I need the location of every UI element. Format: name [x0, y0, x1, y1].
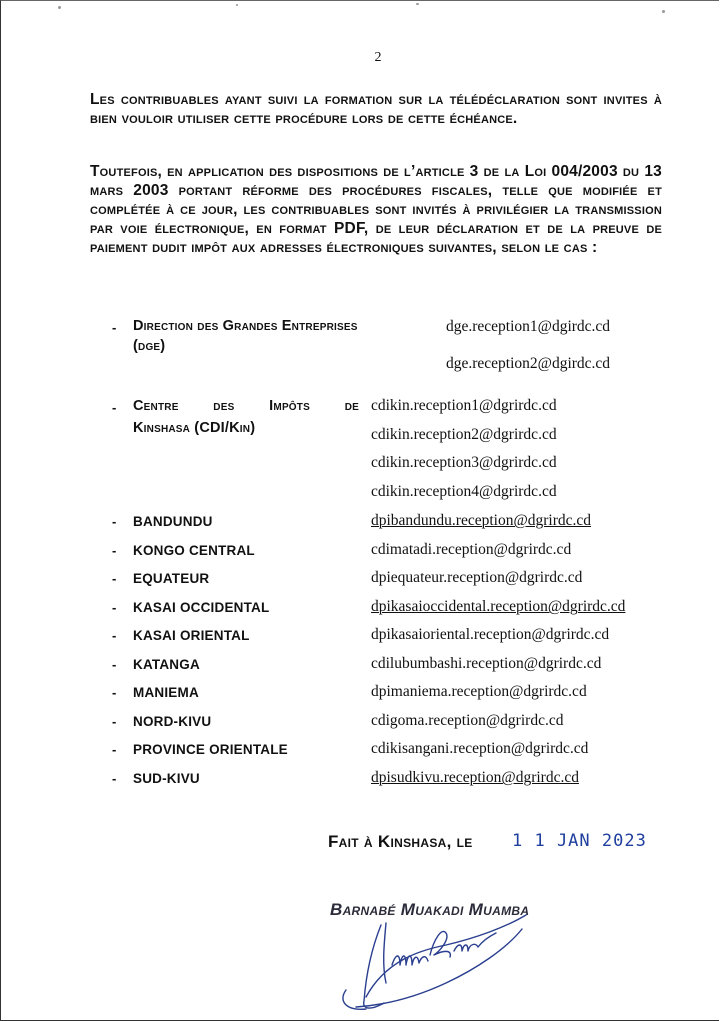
- intro-paragraph: Les contribuables ayant suivi la formation sur la télédéclaration sont invites à bien vouloir utiliser cette procédure lors de cette échéance.: [90, 91, 662, 127]
- signer-name: Barnabé Muakadi Muamba: [330, 900, 530, 919]
- scan-speck: [416, 3, 419, 5]
- bullet: -: [112, 628, 117, 643]
- province-name: NORD-KIVU: [133, 714, 212, 729]
- province-email[interactable]: dpikasaioccidental.reception@dgrirdc.cd: [371, 598, 626, 615]
- bullet: -: [112, 320, 117, 335]
- email-dge-1[interactable]: dge.reception1@dgirdc.cd: [446, 318, 611, 335]
- province-name: BANDUNDU: [133, 514, 213, 529]
- bullet: -: [112, 514, 117, 529]
- bullet: -: [112, 657, 117, 672]
- province-name: KASAI OCCIDENTAL: [133, 600, 270, 615]
- province-name: KASAI ORIENTAL: [133, 628, 250, 643]
- office-name-dge-line2: (dge): [133, 338, 166, 354]
- province-name: SUD-KIVU: [133, 771, 200, 786]
- date-stamp: 1 1 JAN 2023: [512, 831, 647, 851]
- province-name: EQUATEUR: [133, 571, 210, 586]
- bullet: -: [112, 400, 117, 415]
- scan-speck: [58, 6, 61, 9]
- bullet: -: [112, 543, 117, 558]
- email-cdikin-4[interactable]: cdikin.reception4@dgrirdc.cd: [371, 483, 557, 500]
- email-cdikin-1[interactable]: cdikin.reception1@dgrirdc.cd: [371, 397, 557, 414]
- page-number: 2: [374, 50, 382, 65]
- province-email[interactable]: dpibandundu.reception@dgrirdc.cd: [371, 512, 592, 529]
- province-email[interactable]: dpiequateur.reception@dgrirdc.cd: [371, 569, 583, 586]
- instruction-paragraph: Toutefois, en application des dispositions de l’article 3 de la Loi 004/2003 du 13 mars 2003 portant réforme des procédures fiscales, telle que modifiée et complétée à ce jour, les contribuables sont invités à privilégier la transmission par voie électronique, en format PDF, de leur déclaration et de la preuve de paiement dudit impôt aux adresses électroniques suivantes, selon le cas :: [90, 163, 662, 256]
- email-dge-2[interactable]: dge.reception2@dgirdc.cd: [446, 355, 611, 372]
- place-date-label: Fait à Kinshasa, le: [328, 832, 473, 851]
- province-email[interactable]: cdigoma.reception@dgrirdc.cd: [371, 712, 564, 729]
- province-name: KONGO CENTRAL: [133, 543, 255, 558]
- office-name-dge-line1: Direction des Grandes Entreprises: [133, 318, 358, 334]
- scan-speck: [236, 4, 238, 6]
- province-email[interactable]: cdimatadi.reception@dgrirdc.cd: [371, 541, 572, 558]
- email-cdikin-3[interactable]: cdikin.reception3@dgrirdc.cd: [371, 454, 557, 471]
- province-email[interactable]: cdikisangani.reception@dgrirdc.cd: [371, 740, 589, 757]
- office-name-cdikin-line1: Centre des Impôts de: [133, 398, 359, 414]
- province-email[interactable]: cdilubumbashi.reception@dgrirdc.cd: [371, 655, 602, 672]
- province-name: PROVINCE ORIENTALE: [133, 742, 288, 757]
- province-email[interactable]: dpimaniema.reception@dgrirdc.cd: [371, 683, 587, 700]
- province-email[interactable]: dpikasaioriental.reception@dgrirdc.cd: [371, 626, 610, 643]
- province-name: KATANGA: [133, 657, 200, 672]
- scan-speck: [662, 10, 665, 13]
- bullet: -: [112, 771, 117, 786]
- email-cdikin-2[interactable]: cdikin.reception2@dgrirdc.cd: [371, 426, 557, 443]
- bullet: -: [112, 571, 117, 586]
- bullet: -: [112, 685, 117, 700]
- bullet: -: [112, 600, 117, 615]
- handwritten-signature: [326, 905, 546, 1015]
- province-name: MANIEMA: [133, 685, 199, 700]
- office-name-cdikin-line2: Kinshasa (CDI/Kin): [133, 420, 256, 436]
- bullet: -: [112, 742, 117, 757]
- province-email[interactable]: dpisudkivu.reception@dgrirdc.cd: [371, 769, 579, 786]
- bullet: -: [112, 714, 117, 729]
